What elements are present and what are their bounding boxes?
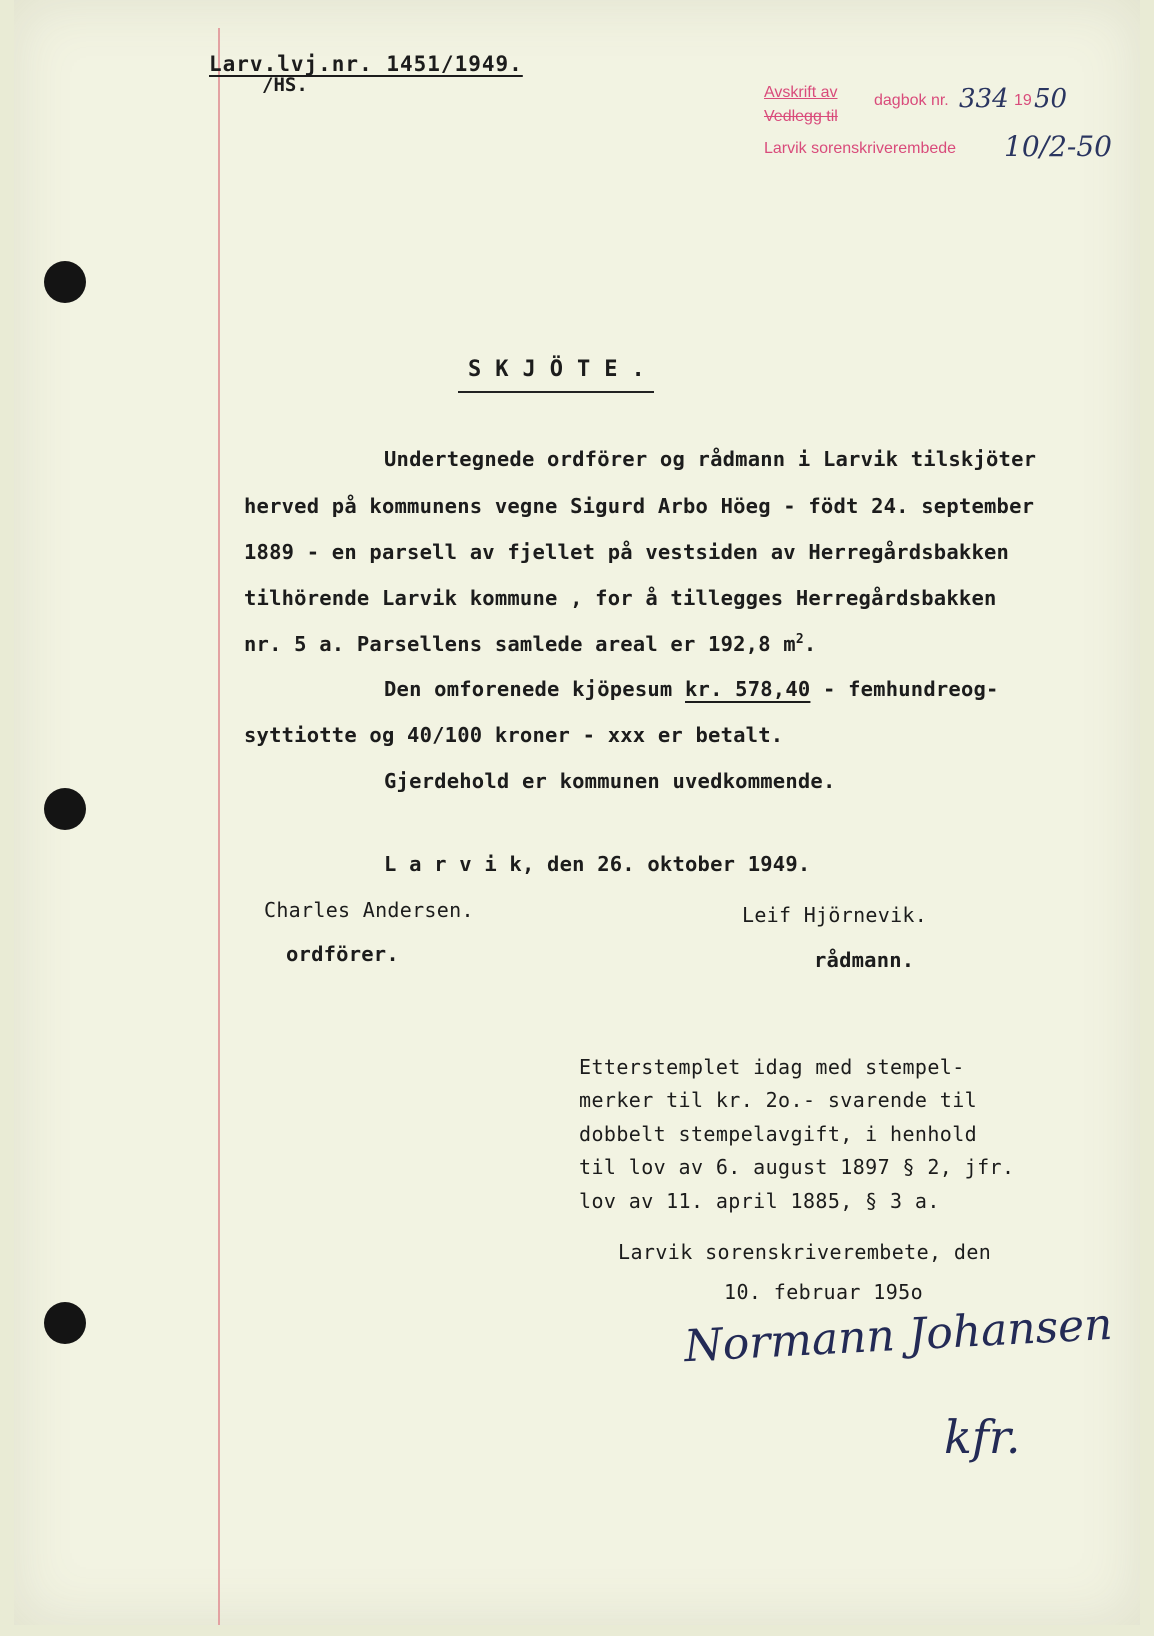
body-line-4: tilhörende Larvik kommune , for å tillegges Herregårdsbakken <box>244 586 997 610</box>
place-date: L a r v i k, den 26. oktober 1949. <box>384 852 811 876</box>
handwritten-signature: Normann Johansen <box>682 1298 1114 1373</box>
purchase-sum-amount: kr. 578,40 <box>685 677 811 701</box>
document-title: SKJÖTE. <box>468 357 659 382</box>
body-line-5-end: . <box>803 632 817 656</box>
note-office: Larvik sorenskriverembete, den <box>618 1240 992 1264</box>
document-page <box>14 0 1140 1625</box>
body-line-6 <box>384 677 999 701</box>
note-date: 10. februar 195o <box>724 1280 924 1304</box>
stamp-year-prefix: 19 <box>1014 92 1032 109</box>
signature-left-title: ordförer. <box>286 942 399 966</box>
area-superscript: 2 <box>795 632 804 648</box>
punch-hole-bottom <box>44 1302 86 1344</box>
body-line-1: Undertegnede ordförer og rådmann i Larvik tilskjöter <box>384 447 1037 471</box>
body-line-8: Gjerdehold er kommunen uvedkommende. <box>384 769 836 793</box>
margin-line <box>218 28 220 1625</box>
body-line-3: 1889 - en parsell av fjellet på vestsiden av Herregårdsbakken <box>244 540 1010 564</box>
stamp-date-hand: 10/2-50 <box>1004 130 1112 163</box>
signature-right-title: rådmann. <box>814 948 915 972</box>
note-line-2: merker til kr. 2o.- svarende til <box>579 1088 978 1112</box>
title-underline <box>458 391 654 393</box>
stamp-line3: Larvik sorenskriverembede <box>764 140 957 157</box>
purchase-sum-label: Den omforenede kjöpesum <box>384 677 686 701</box>
punch-hole-middle <box>44 788 86 830</box>
stamp-line1: Avskrift av <box>764 84 838 101</box>
handwritten-initials: kfr. <box>944 1410 1021 1464</box>
stamp-entry-number: 334 <box>959 84 1009 114</box>
signature-right-name: Leif Hjörnevik. <box>742 903 928 927</box>
stamp-line1-suffix: dagbok nr. <box>874 92 949 109</box>
body-line-5 <box>244 632 816 656</box>
punch-hole-top <box>44 261 86 303</box>
stamp-year-hand: 50 <box>1034 84 1068 114</box>
body-line-7: syttiotte og 40/100 kroner - xxx er betalt. <box>244 723 784 747</box>
purchase-sum-words: - femhundreog- <box>810 677 999 701</box>
stamp-line2: Vedlegg til <box>764 108 838 125</box>
reference-initials: /HS. <box>262 74 308 96</box>
body-line-5-text: nr. 5 a. Parsellens samlede areal er 192,8 m <box>244 632 796 656</box>
note-line-3: dobbelt stempelavgift, i henhold <box>579 1122 978 1146</box>
reference-number: Larv.lvj.nr. 1451/1949. <box>209 52 523 76</box>
note-line-4: til lov av 6. august 1897 § 2, jfr. <box>579 1155 1015 1179</box>
note-line-1: Etterstemplet idag med stempel- <box>579 1055 965 1079</box>
signature-left-name: Charles Andersen. <box>264 898 474 922</box>
body-line-2: herved på kommunens vegne Sigurd Arbo Höeg - födt 24. september <box>244 494 1035 518</box>
note-line-5: lov av 11. april 1885, § 3 a. <box>579 1189 940 1213</box>
